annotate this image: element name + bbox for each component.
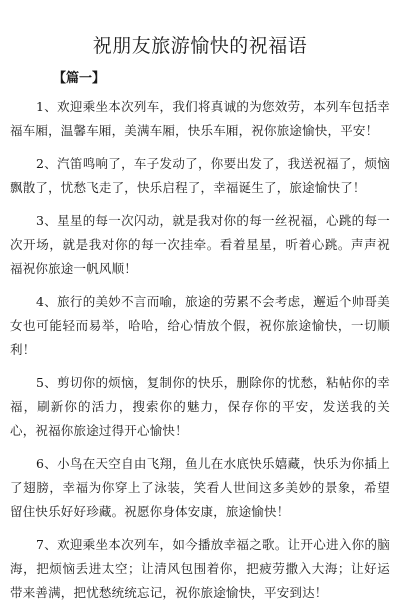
paragraph-3: 3、星星的每一次闪动，就是我对你的每一丝祝福，心跳的每一次开场，就是我对你的每一次挂牵。看着星星，听着心跳。声声祝福祝你旅途一帆风顺！ bbox=[10, 213, 390, 276]
paragraph-2: 2、汽笛鸣响了，车子发动了，你要出发了，我送祝福了，烦恼飘散了，忧愁飞走了，快乐启程了，幸福诞生了，旅途愉快了！ bbox=[10, 156, 390, 195]
paragraph-4: 4、旅行的美妙不言而喻，旅途的劳累不会考虑，邂逅个帅哥美女也可能轻而易举，哈哈，给心情放个假，祝你旅途愉快，一切顺利！ bbox=[10, 294, 390, 357]
paragraph-5: 5、剪切你的烦恼，复制你的快乐，删除你的忧愁，粘帖你的幸福，刷新你的活力，搜索你的魅力，保存你的平安，发送我的关心，祝福你旅途过得开心愉快！ bbox=[10, 375, 390, 438]
document-body bbox=[10, 95, 390, 614]
document-title: 祝朋友旅游愉快的祝福语 bbox=[92, 35, 308, 57]
paragraph-7: 7、欢迎乘坐本次列车，如今播放幸福之歌。让开心进入你的脑海，把烦恼丢进太空；让清风包围着你，把疲劳撒入大海；让好运带来善满，把忧愁统统忘记，祝你旅途愉快，平安到达！ bbox=[10, 537, 390, 600]
paragraph-1: 1、欢迎乘坐本次列车，我们将真诚的为您效劳，本列车包括幸福车厢，温馨车厢，美满车厢，快乐车厢，祝你旅途愉快，平安！ bbox=[10, 99, 390, 138]
paragraph-6: 6、小鸟在天空自由飞翔，鱼儿在水底快乐嬉藏，快乐为你插上了翅膀，幸福为你穿上了泳装，笑看人世间这多美妙的景象，希望留住快乐好好珍藏。祝愿你身体安康，旅途愉快！ bbox=[10, 456, 390, 519]
section-heading: 【篇一】 bbox=[53, 71, 106, 86]
